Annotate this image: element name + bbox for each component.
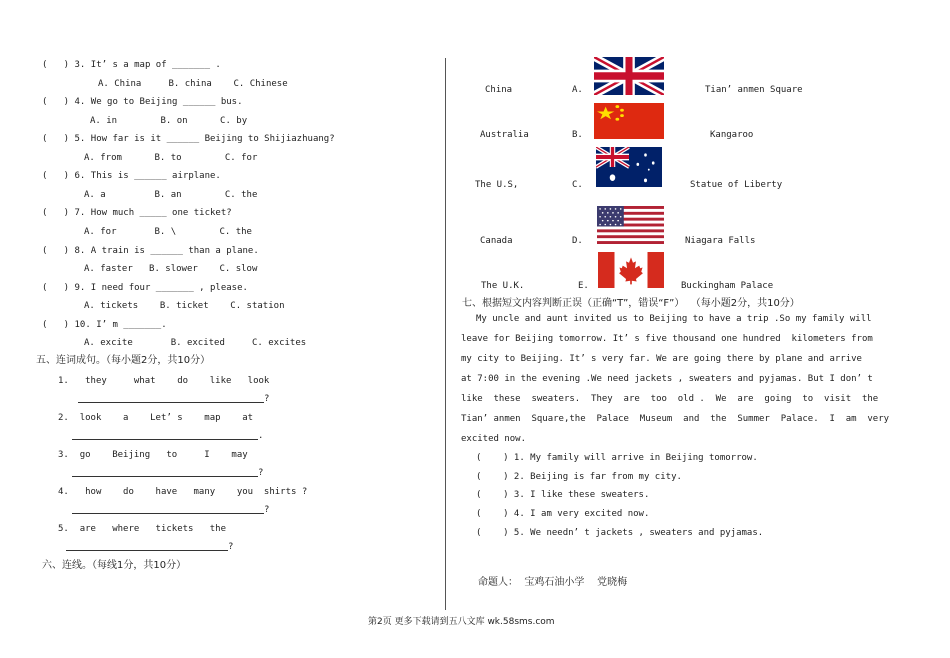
question-number: ( ) 9. xyxy=(42,283,86,293)
reorder-item-4 xyxy=(58,486,307,498)
country-usa[interactable]: The U.S, xyxy=(475,180,519,190)
question-7-options: A. for B. \ C. the xyxy=(84,227,252,237)
question-10 xyxy=(42,319,167,331)
item-number: 1. xyxy=(58,376,69,386)
question-stem: How far is it ______ Beijing to Shijiazhuang? xyxy=(90,134,335,144)
item-number: 4. xyxy=(58,487,69,497)
country-uk[interactable]: The U.K. xyxy=(481,281,525,291)
reorder-item-1 xyxy=(58,375,269,387)
question-stem: We go to Beijing ______ bus. xyxy=(90,97,243,107)
question-number: ( ) 5. xyxy=(42,134,86,144)
question-4-options: A. in B. on C. by xyxy=(90,116,248,126)
usa-flag-icon[interactable] xyxy=(597,206,664,244)
question-3 xyxy=(42,59,221,71)
passage-line-5: like these sweaters. They are too old . We are going to visit the xyxy=(461,394,879,404)
sentence-end-mark: ? xyxy=(258,468,264,478)
word-list: go Beijing to I may xyxy=(79,450,248,460)
sentence-end-mark: ? xyxy=(264,505,270,515)
letter-b: B. xyxy=(572,130,583,140)
passage-line-3: my city to Beijing. It’ s very far. We are going there by plane and arrive xyxy=(461,354,862,364)
place-niagara-falls[interactable]: Niagara Falls xyxy=(685,236,756,246)
tf-item-3[interactable]: ( ) 3. I like these sweaters. xyxy=(476,490,650,500)
question-stem: I’ m _______. xyxy=(96,320,167,330)
question-8-options: A. faster B. slower C. slow xyxy=(84,264,258,274)
word-list: look a Let’ s map at xyxy=(79,413,254,423)
canada-flag-icon[interactable] xyxy=(598,252,664,288)
question-5 xyxy=(42,133,335,145)
answer-line-5[interactable] xyxy=(66,550,228,551)
passage-line-1: My uncle and aunt invited us to Beijing to have a trip .So my family will xyxy=(476,314,872,324)
passage-line-2: leave for Beijing tomorrow. It’ s five thousand one hundred kilometers from xyxy=(461,334,873,344)
letter-a: A. xyxy=(572,85,583,95)
country-australia[interactable]: Australia xyxy=(480,130,529,140)
question-stem: It’ s a map of _______ . xyxy=(90,60,221,70)
page-footer: 第2页 更多下载请到五八文库 wk.58sms.com xyxy=(368,617,555,627)
question-number: ( ) 8. xyxy=(42,246,86,256)
section-6-title: 六、连线。（每线1分，共10分） xyxy=(42,560,187,571)
question-6-options: A. a B. an C. the xyxy=(84,190,258,200)
australia-flag-icon[interactable] xyxy=(596,147,662,187)
question-number: ( ) 3. xyxy=(42,60,86,70)
question-10-options: A. excite B. excited C. excites xyxy=(84,338,307,348)
question-number: ( ) 6. xyxy=(42,171,86,181)
question-stem: This is ______ airplane. xyxy=(90,171,221,181)
question-5-options: A. from B. to C. for xyxy=(84,153,258,163)
item-number: 2. xyxy=(58,413,69,423)
question-4 xyxy=(42,96,243,108)
answer-line-4[interactable] xyxy=(72,513,264,514)
author-credit: 命题人： 宝鸡石油小学 党晓梅 xyxy=(478,577,628,588)
place-statue-of-liberty[interactable]: Statue of Liberty xyxy=(690,180,783,190)
column-divider xyxy=(445,58,446,610)
word-list: they what do like look xyxy=(85,376,270,386)
passage-line-7: excited now. xyxy=(461,434,527,444)
sentence-end-mark: ? xyxy=(264,394,270,404)
tf-item-5[interactable]: ( ) 5. We needn’ t jackets , sweaters and pyjamas. xyxy=(476,528,764,538)
question-stem: A train is ______ than a plane. xyxy=(90,246,259,256)
item-number: 3. xyxy=(58,450,69,460)
china-flag-icon[interactable] xyxy=(594,103,664,139)
answer-line-3[interactable] xyxy=(72,476,258,477)
country-china[interactable]: China xyxy=(485,85,513,95)
answer-line-1[interactable] xyxy=(78,402,264,403)
section-7-title: 七、根据短文内容判断正误（正确“T”，错误“F”） （每小题2分，共10分） xyxy=(462,298,800,309)
word-list: are where tickets the xyxy=(79,524,226,534)
question-6 xyxy=(42,170,221,182)
question-8 xyxy=(42,245,259,257)
place-tiananmen[interactable]: Tian’ anmen Square xyxy=(705,85,803,95)
reorder-item-3 xyxy=(58,449,248,461)
sentence-end-mark: ? xyxy=(228,542,234,552)
letter-d: D. xyxy=(572,236,583,246)
passage-line-6: Tian’ anmen Square,the Palace Museum and the Summer Palace. I am very xyxy=(461,414,890,424)
question-9 xyxy=(42,282,248,294)
question-number: ( ) 10. xyxy=(42,320,91,330)
question-stem: I need four _______ , please. xyxy=(90,283,248,293)
letter-c: C. xyxy=(572,180,583,190)
sentence-end-mark: . xyxy=(258,431,264,441)
letter-e: E. xyxy=(578,281,589,291)
reorder-item-2 xyxy=(58,412,253,424)
question-3-options: A. China B. china C. Chinese xyxy=(98,79,288,89)
section-5-title: 五、连词成句。（每小题2分，共10分） xyxy=(36,355,211,366)
answer-line-2[interactable] xyxy=(72,439,258,440)
tf-item-4[interactable]: ( ) 4. I am very excited now. xyxy=(476,509,650,519)
place-buckingham-palace[interactable]: Buckingham Palace xyxy=(681,281,774,291)
passage-line-4: at 7:00 in the evening .We need jackets , sweaters and pyjamas. But I don’ t xyxy=(461,374,873,384)
tf-item-2[interactable]: ( ) 2. Beijing is far from my city. xyxy=(476,472,682,482)
question-stem: How much _____ one ticket? xyxy=(90,208,232,218)
item-number: 5. xyxy=(58,524,69,534)
question-number: ( ) 7. xyxy=(42,208,86,218)
question-number: ( ) 4. xyxy=(42,97,86,107)
question-7 xyxy=(42,207,232,219)
tf-item-1[interactable]: ( ) 1. My family will arrive in Beijing tomorrow. xyxy=(476,453,758,463)
uk-flag-icon[interactable] xyxy=(594,57,664,95)
question-9-options: A. tickets B. ticket C. station xyxy=(84,301,285,311)
country-canada[interactable]: Canada xyxy=(480,236,513,246)
reorder-item-5 xyxy=(58,523,226,535)
word-list: how do have many you shirts ? xyxy=(85,487,308,497)
place-kangaroo[interactable]: Kangaroo xyxy=(710,130,754,140)
